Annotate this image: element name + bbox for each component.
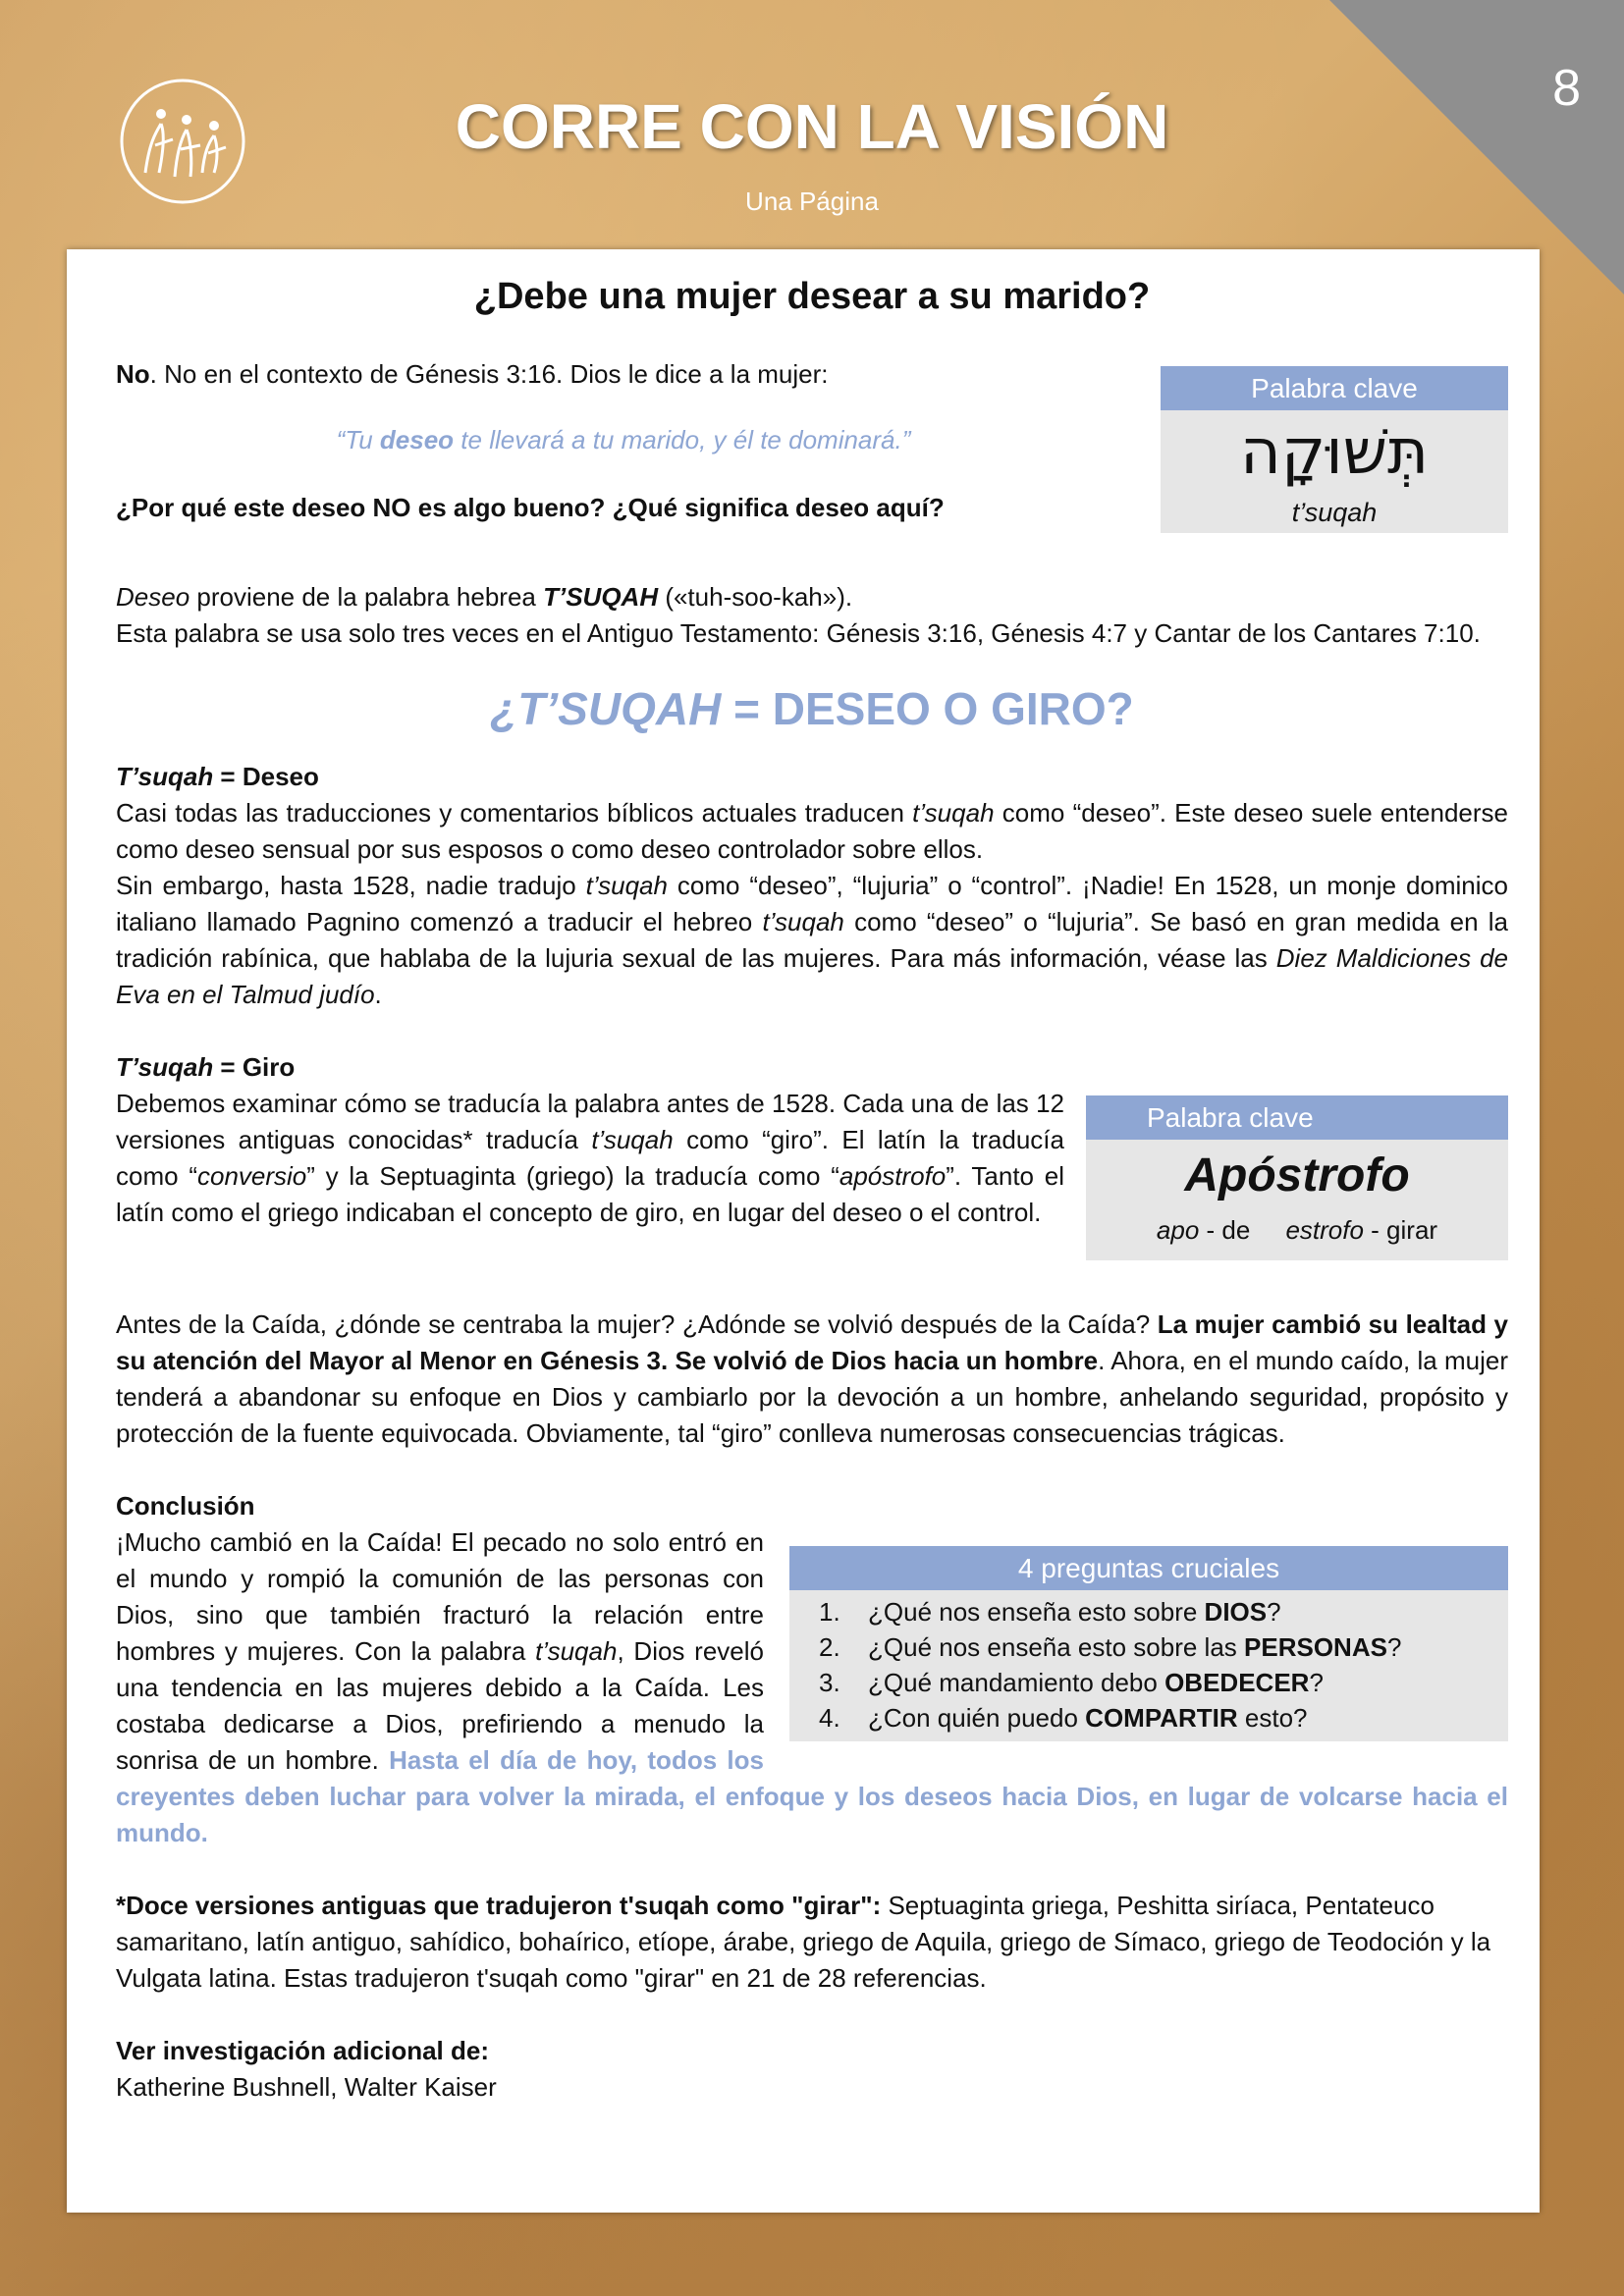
question-item: 3. ¿Qué mandamiento debo OBEDECER?: [819, 1668, 1324, 1697]
article-heading: ¿Debe una mujer desear a su marido?: [473, 276, 1151, 317]
questions-list: [789, 1590, 1508, 1741]
question-item: 1. ¿Qué nos enseña esto sobre DIOS?: [819, 1597, 1281, 1627]
intro-paragraph: No. No en el contexto de Génesis 3:16. Dios le dice a la mujer:: [116, 359, 829, 389]
header-subtitle: Una Página: [745, 187, 879, 216]
conclusion-paragraph: ¡Mucho cambió en la Caída! El pecado no solo entró en el mundo y rompió la comunión de las personas con Dios, sino que también fracturó la relación entre hombres y mujeres. Con la palabra t’suqah, Dios reveló una tendencia en las mujeres debido a la Caída. Les costaba dedicarse a Dios, prefiriendo a menudo la sonrisa de un hombre. Hasta el día de hoy, todos los creyentes deben luchar para volver la mirada, el enfoque y los deseos hacia Dios, en lugar de volcarse hacia el mundo.: [116, 1527, 1508, 1847]
questions-box: [789, 1546, 1508, 1741]
fall-paragraph: Antes de la Caída, ¿dónde se centraba la mujer? ¿Adónde se volvió después de la Caída? La mujer cambió su lealtad y su atención del Mayor al Menor en Génesis 3. Se volvió de Dios hacia un hombre. Ahora, en el mundo caído, la mujer tenderá a abandonar su enfoque en Dios y cambiarlo por la devoción a un hombre, anhelando seguridad, propósito y protección de la fuente equivocada. Obviamente, tal “giro” conlleva numerosas consecuencias trágicas.: [116, 1309, 1508, 1448]
turn-paragraph: Debemos examinar cómo se traducía la palabra antes de 1528. Cada una de las 12 versiones antiguas conocidas* traducía t’suqah como “giro”. El latín la traducía como “conversio” y la Septuaginta (griego) la traducía como “apóstrofo”. Tanto el latín como el griego indicaban el concepto de giro, en lugar del deseo o el control.: [116, 1089, 1064, 1227]
questions-title: 4 preguntas cruciales: [789, 1546, 1508, 1590]
research-heading: Ver investigación adicional de:: [116, 2036, 490, 2065]
origin-usage: Esta palabra se usa solo tres veces en el Antiguo Testamento: Génesis 3:16, Génesis 4:7 y Cantar de los Cantares 7:10.: [116, 618, 1481, 648]
keyword-label: Palabra clave: [1086, 1095, 1508, 1140]
section-heading: ¿T’SUQAH = DESEO O GIRO?: [490, 683, 1134, 734]
question-item: 4. ¿Con quién puedo COMPARTIR esto?: [819, 1703, 1308, 1733]
keyword-word: Apóstrofo: [1184, 1149, 1410, 1201]
question-line: ¿Por qué este deseo NO es algo bueno? ¿Qué significa deseo aquí?: [116, 493, 945, 522]
desire-paragraph-2: Sin embargo, hasta 1528, nadie tradujo t’suqah como “deseo”, “lujuria” o “control”. ¡Nadie! En 1528, un monje dominico italiano llamado Pagnino comenzó a traducir el hebreo t’suqah como “deseo” o “lujuria”. Se basó en gran medida en la tradición rabínica, que hablaba de la lujuria sexual de las mujeres. Para más información, véase las Diez Maldiciones de Eva en el Talmud judío.: [116, 871, 1508, 1009]
page-number: 8: [1552, 60, 1581, 117]
research-authors: Katherine Bushnell, Walter Kaiser: [116, 2072, 497, 2102]
keyword-etymology: apo - de estrofo - girar: [1156, 1215, 1438, 1245]
transliteration: t’suqah: [1291, 498, 1378, 527]
desire-heading: T’suqah = Deseo: [116, 762, 319, 791]
keyword-box-tsuqah: [1161, 366, 1508, 533]
question-item: 2. ¿Qué nos enseña esto sobre las PERSONAS?: [819, 1632, 1402, 1662]
keyword-box-apostrofo: [1086, 1095, 1508, 1260]
conclusion-heading: Conclusión: [116, 1491, 255, 1521]
keyword-label: Palabra clave: [1161, 366, 1508, 410]
footnote: *Doce versiones antiguas que tradujeron t'suqah como "girar": Septuaginta griega, Peshitta siríaca, Pentateuco samaritano, latín antiguo, sahídico, bohaírico, etíope, árabe, griego de Aquila, griego de Símaco, griego de Teodoción y la Vulgata latina. Estas tradujeron t'suqah como "girar" en 21 de 28 referencias.: [116, 1891, 1491, 1993]
header-title: CORRE CON LA VISIÓN: [455, 91, 1169, 162]
origin-paragraph: Deseo proviene de la palabra hebrea T’SUQAH («tuh-soo-kah»).: [116, 582, 853, 612]
genesis-quote: “Tu deseo te llevará a tu marido, y él te dominará.”: [336, 425, 911, 454]
article-body: [116, 276, 1508, 2106]
hebrew-word: תְּשׁוּקָה: [1239, 416, 1430, 489]
desire-paragraph-1: Casi todas las traducciones y comentarios bíblicos actuales traducen t’suqah como “deseo”. Este deseo suele entenderse como deseo sensual por sus esposos o como deseo controlador sobre ellos.: [116, 798, 1508, 864]
turn-heading: T’suqah = Giro: [116, 1052, 296, 1082]
